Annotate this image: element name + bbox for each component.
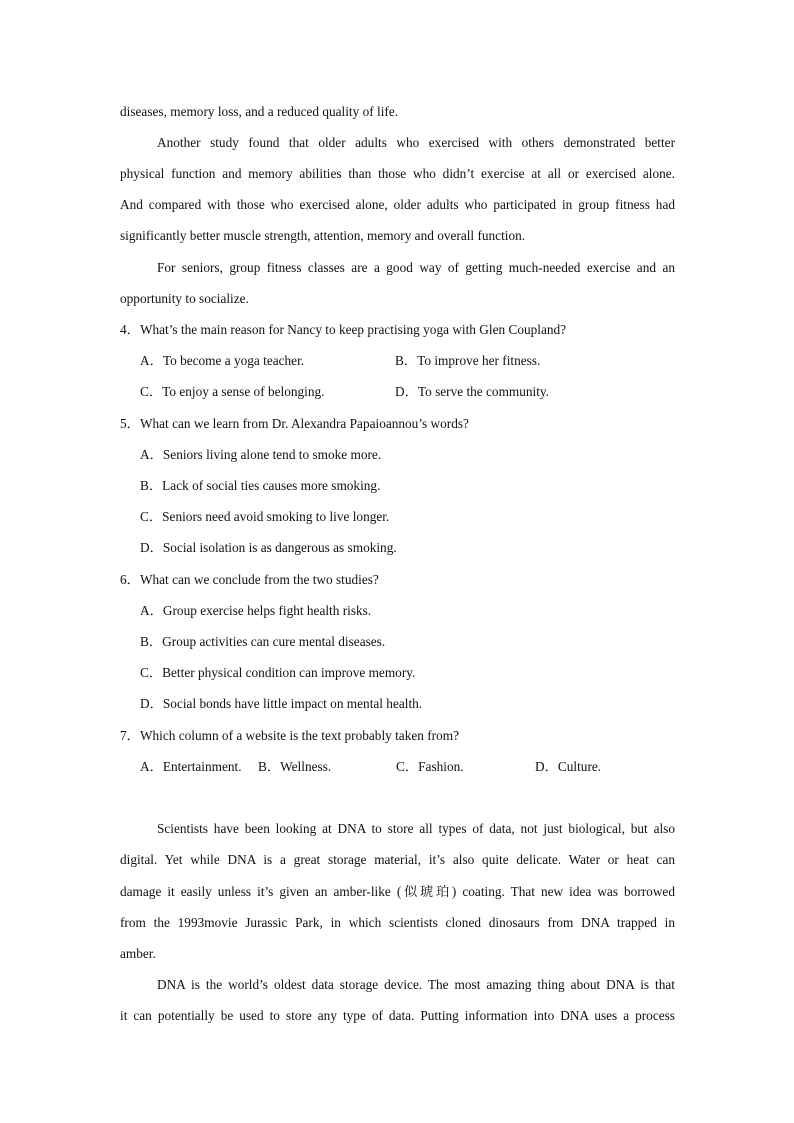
- paragraph-line: DNA is the world’s oldest data storage device. The most amazing thing about DNA is that: [157, 977, 675, 992]
- option-c: C．Fashion.: [396, 759, 464, 774]
- option-b: B．Lack of social ties causes more smoking.: [140, 478, 381, 493]
- paragraph-line: diseases, memory loss, and a reduced quality of life.: [120, 104, 399, 119]
- option-d: D．Social isolation is as dangerous as smoking.: [140, 540, 397, 555]
- option-a: A．Entertainment.: [140, 759, 242, 774]
- option-b: B．Group activities can cure mental diseases.: [140, 634, 386, 649]
- option-b: B．To improve her fitness.: [395, 353, 541, 368]
- option-b: B．Wellness.: [258, 759, 332, 774]
- option-c: C．To enjoy a sense of belonging.: [140, 384, 325, 399]
- paragraph-line: digital. Yet while DNA is a great storage material, it’s also quite delicate. Water or heat can: [120, 852, 675, 867]
- option-c: C．Better physical condition can improve memory.: [140, 665, 416, 680]
- option-d: D．To serve the community.: [395, 384, 550, 399]
- paragraph-line: Scientists have been looking at DNA to store all types of data, not just biological, but also: [157, 821, 675, 836]
- paragraph-line: physical function and memory abilities than those who didn’t exercise at all or exercised alone.: [120, 166, 675, 181]
- question-stem: 7．Which column of a website is the text probably taken from?: [120, 728, 459, 743]
- question-stem: 4．What’s the main reason for Nancy to keep practising yoga with Glen Coupland?: [120, 322, 567, 337]
- paragraph-line: For seniors, group fitness classes are a good way of getting much-needed exercise and an: [157, 260, 675, 275]
- paragraph-line: it can potentially be used to store any type of data. Putting information into DNA uses a process: [120, 1008, 675, 1023]
- paragraph-line: damage it easily unless it’s given an amber-like (似琥珀) coating. That new idea was borrowed: [120, 884, 675, 899]
- option-a: A．Seniors living alone tend to smoke more.: [140, 447, 382, 462]
- option-a: A．To become a yoga teacher.: [140, 353, 305, 368]
- option-d: D．Social bonds have little impact on mental health.: [140, 696, 423, 711]
- option-c: C．Seniors need avoid smoking to live longer.: [140, 509, 390, 524]
- paragraph-line: opportunity to socialize.: [120, 291, 249, 306]
- option-a: A．Group exercise helps fight health risks.: [140, 603, 372, 618]
- paragraph-line: Another study found that older adults who exercised with others demonstrated better: [157, 135, 675, 150]
- paragraph-line: amber.: [120, 946, 156, 961]
- question-stem: 6．What can we conclude from the two studies?: [120, 572, 379, 587]
- paragraph-line: from the 1993movie Jurassic Park, in which scientists cloned dinosaurs from DNA trapped in: [120, 915, 675, 930]
- question-stem: 5．What can we learn from Dr. Alexandra Papaioannou’s words?: [120, 416, 469, 431]
- paragraph-line: And compared with those who exercised alone, older adults who participated in group fitness had: [120, 197, 675, 212]
- paragraph-line: significantly better muscle strength, attention, memory and overall function.: [120, 228, 526, 243]
- option-d: D．Culture.: [535, 759, 602, 774]
